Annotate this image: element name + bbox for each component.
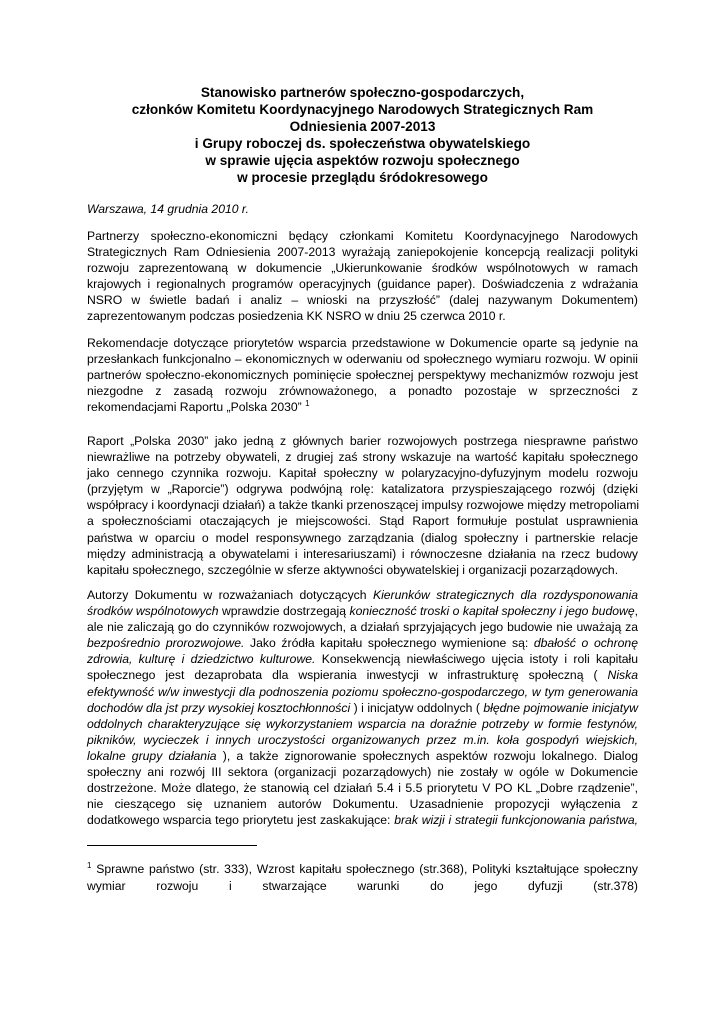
italic-segment: efektywność w/w inwestycji dla podnoszenia poziomu społeczno-gospodarczego, w tym generowania — [87, 684, 638, 699]
text-line — [87, 700, 638, 716]
italic-segment: pikników, wycieczek i innych uroczystości organizowanych przez m.in. koła gospodyń wiejskich, — [87, 732, 638, 747]
text-line-with-footnote — [87, 399, 638, 415]
italic-segment: środków wspólnotowych — [87, 604, 219, 619]
italic-segment: Kierunków strategicznych dla rozdysponowania — [372, 588, 639, 602]
title-line: w procesie przeglądu śródokresowego — [237, 170, 488, 185]
text-segment: dodatkowego wsparcia tego priorytetu jest zaskakujące: — [87, 813, 395, 828]
text-segment: społeczny ani rozwój III sektora (organizacji pozarządowych) nie zostały w ogóle w Dokumencie — [87, 765, 638, 780]
text-line: między administracją a obywatelami i interesariuszami) i równoczesne działania na rzecz budowy — [87, 546, 638, 561]
footnote-text: Sprawne państwo (str. 333), Wzrost kapitału społecznego (str.368), Polityki kształtujące społeczny — [96, 862, 638, 876]
text-segment: dostrzeżone. Może dlatego, że stanowią cel działań 5.4 i 5.5 priorytetu V PO KL „Dobre rządzenie”, — [87, 781, 638, 796]
text-line: Raport „Polska 2030” jako jedną z głównych barier rozwojowych postrzega niesprawne państwo — [87, 434, 638, 448]
document-title — [80, 84, 645, 186]
text-line: (przyjętym w „Raporcie”) odgrywa podwójną rolę: katalizatora przyspieszającego rozwój (dzięki — [87, 482, 638, 497]
italic-segment: zdrowia, kulturę i dziedzictwo kulturowe. — [87, 652, 316, 667]
text-line — [87, 667, 638, 683]
text-line: jako cennego czynnika rozwoju. Kapitał społeczny w polaryzacyjno-dyfuzyjnym modelu rozwoju — [87, 466, 638, 481]
italic-segment: dbałość o ochronę — [533, 636, 638, 651]
text-segment: ale nie zaliczają go do czynników rozwojowych, a działań sprzyjających jego budowie nie uważają za — [87, 620, 638, 635]
text-line — [87, 764, 638, 780]
text-segment: , — [634, 604, 638, 619]
text-segment: wprawdzie dostrzegają — [218, 604, 350, 619]
text-line: rozwoju zaprezentowaną w dokumencie „Ukierunkowanie środków wspólnotowych w ramach — [87, 261, 638, 276]
text-line — [87, 651, 638, 667]
text-line: niewrażliwe na potrzeby obywateli, z drugiej zaś strony wskazuje na wartość kapitału społecznego — [87, 450, 638, 465]
footnote-line: wymiar rozwoju i stwarzające warunki do jego dyfuzji (str.378) — [87, 878, 638, 893]
paragraph-1 — [87, 228, 638, 325]
text-line: Strategicznych Ram Odniesienia 2007-2013 wyrażają zaniepokojenie koncepcją realizacji polityki — [87, 245, 638, 260]
italic-segment: lokalne grupy działania — [87, 748, 217, 763]
title-line: i Grupy roboczej ds. społeczeństwa obywatelskiego — [194, 136, 531, 151]
italic-segment: bezpośrednio prorozwojowe. — [87, 636, 245, 651]
text-line — [87, 748, 638, 764]
title-line: członków Komitetu Koordynacyjnego Narodowych Strategicznych Ram — [131, 102, 594, 117]
italic-segment: Niska — [607, 668, 638, 683]
text-line — [87, 587, 638, 603]
title-line: w sprawie ujęcia aspektów rozwoju społecznego — [205, 153, 520, 168]
title-line: Odniesienia 2007-2013 — [289, 119, 436, 134]
paragraph-2 — [87, 335, 638, 415]
text-segment: rekomendacjami Raportu „Polska 2030” — [87, 400, 306, 415]
text-line — [87, 732, 638, 748]
text-segment: ), a także zignorowanie społecznych aspektów rozwoju lokalnego. Dialog — [216, 748, 638, 763]
text-line — [87, 812, 638, 828]
italic-segment: oddolnych charakteryzujące się wykorzystaniem wsparcia na doraźnie potrzeby w formie festynów, — [87, 716, 638, 731]
text-line — [87, 716, 638, 732]
text-segment: Konsekwencją niewłaściwego ujęcia istoty i roli kapitału — [315, 652, 638, 667]
text-line — [87, 635, 638, 651]
italic-segment: konieczność troski o kapitał społeczny i jego budowę — [349, 604, 635, 619]
text-line: partnerów społeczno-ekonomicznych pominięcie społecznej perspektywy mechanizmów rozwoju jest — [87, 368, 638, 383]
title-line: Stanowisko partnerów społeczno-gospodarczych, — [200, 85, 525, 100]
footnote-number: 1 — [87, 861, 92, 870]
text-segment: ) i inicjatyw oddolnych ( — [350, 700, 484, 715]
text-line: a społecznościami otaczających je miejscowości. Stąd Raport formułuje postulat usprawnienia — [87, 514, 638, 529]
text-line: krajowych i regionalnych programów operacyjnych (guidance paper). Doświadczenia z wdrażania — [87, 277, 638, 292]
text-line: niezgodne z zasadą rozwoju zrównoważonego, a ponadto pozostaje w sprzeczności z — [87, 384, 638, 399]
text-line: współpracy i koordynacji działań) a także tkanki przenoszącej impulsy rozwojowe między metropoliami — [87, 498, 640, 513]
text-line: NSRO w świetle badań i analiz – wnioski na przyszłość” (dalej nazywanym Dokumentem) — [87, 293, 638, 308]
italic-segment: brak wizji i strategii funkcjonowania państwa, — [394, 813, 638, 828]
text-line: Rekomendacje dotyczące priorytetów wsparcia przedstawione w Dokumencie oparte są jedynie na — [87, 336, 638, 350]
text-line — [87, 603, 638, 619]
text-line: kapitału społecznego, szczególnie w sferze aktywności obywatelskiej i organizacji pozarządowych. — [87, 562, 619, 577]
italic-segment: dochodów dla jst przy wysokiej kosztochłonności — [87, 700, 351, 715]
footnote-separator — [87, 845, 257, 846]
text-line — [87, 796, 638, 812]
italic-segment: błędne pojmowanie inicjatyw — [483, 700, 638, 715]
footnote-line — [87, 861, 638, 878]
text-line — [87, 780, 638, 796]
text-line — [87, 619, 638, 635]
text-line: przesłankach funkcjonalno – ekonomicznych w oderwaniu od społecznego wymiaru rozwoju. W opinii — [87, 352, 638, 367]
text-segment: Jako źródła kapitału społecznego wymienione są: — [244, 636, 534, 651]
text-line: zaprezentowanym podczas posiedzenia KK NSRO w dniu 25 czerwca 2010 r. — [87, 309, 506, 324]
paragraph-3 — [87, 433, 638, 578]
text-line: Partnerzy społeczno-ekonomiczni będący członkami Komitetu Koordynacyjnego Narodowych — [87, 229, 638, 243]
footnote — [87, 861, 638, 894]
document-date: Warszawa, 14 grudnia 2010 r. — [87, 202, 249, 216]
text-segment: społecznego jest dezaprobata dla wspierania inwestycji w infrastrukturę społeczną ( — [87, 668, 608, 683]
text-line: państwa w oparciu o model responsywnego zarządzania (dialog społeczny i partnerskie relacje — [87, 530, 638, 545]
paragraph-4 — [87, 587, 638, 828]
text-segment: nie cieszącego się uznaniem autorów Dokumentu. Uzasadnienie propozycji wyłączenia z — [87, 797, 638, 812]
text-segment: Autorzy Dokumentu w rozważaniach dotyczących — [87, 588, 373, 602]
footnote-reference[interactable]: 1 — [305, 399, 310, 409]
text-line — [87, 684, 638, 700]
